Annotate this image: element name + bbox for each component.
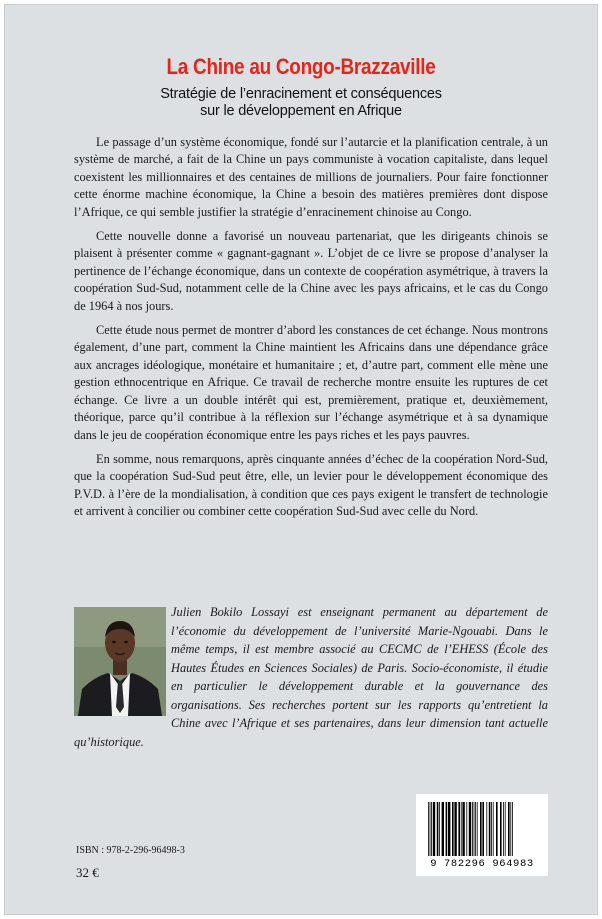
author-bio-text: Julien Bokilo Lossayi est enseignant permanent au département de l’économie du développement de l’université Marie-Ngouabi. Dans le même temps, il est membre associé au CECMC de l’EHESS (École des Hautes Études en Sciences Sociales) de Paris. Socio-économiste, il étudie en particulier le développement durable et la gouvernance des organisations. Ses recherches portent sur les rapports qu’entretient la Chine avec l’Afrique et ses partenaires, dans leur dimension tant actuelle qu’historique. — [74, 605, 548, 749]
book-title: La Chine au Congo-Brazzaville — [166, 54, 436, 79]
barcode-number: 9 782296 964983 — [430, 858, 534, 870]
author-bio — [74, 603, 548, 751]
price: 32 € — [76, 865, 99, 880]
isbn: ISBN : 978-2-296-96498-3 — [76, 845, 185, 856]
barcode-bar — [430, 802, 431, 856]
barcode-bar — [433, 802, 435, 856]
subtitle-line-2: sur le développement en Afrique — [200, 103, 402, 119]
barcode-bar — [475, 802, 476, 856]
barcode — [416, 794, 548, 876]
subtitle-line-1: Stratégie de l’enracinement et conséquences — [160, 86, 442, 102]
book-subtitle — [4, 86, 598, 120]
barcode-bar — [462, 802, 464, 856]
barcode-bar — [477, 802, 478, 856]
summary-paragraph-4: En somme, nous remarquons, après cinquante années d’échec de la coopération Nord-Sud, que la coopération Sud-Sud peut être, elle, un levier pour le développement économique des P.V.D. à l’ère de la mondialisation, à condition que ces pays exigent le transfert de technologie et arrivent à concilier ou combiner cette coopération Sud-Sud avec celle du Nord. — [74, 451, 548, 519]
barcode-bars — [426, 802, 538, 858]
barcode-bar — [437, 802, 439, 856]
barcode-bar — [500, 802, 502, 856]
summary-paragraph-3: Cette étude nous permet de montrer d’abord les constances de cet échange. Nous montrons également, d’une part, comment la Chine maintient les Africains dans une dépendance grâce aux ancrages idéologique, monétaire et humanitaire ; et, d’autre part, comment elle mène une gestion ethnocentrique en Afrique. Ce travail de recherche montre ensuite les ruptures de cet échange. Ce livre a un double intérêt qui est, premièrement, pratique et, deuxièmement, théorique, parce qu’il contribue à la réflexion sur l’échange asymétrique et à sa dynamique dans le jeu de coopération économique entre les pays riches et les pays pauvres. — [74, 323, 548, 442]
barcode-bar — [428, 802, 429, 856]
barcode-bar — [510, 802, 511, 856]
barcode-bar — [491, 802, 492, 856]
barcode-bar — [489, 802, 491, 856]
barcode-bar — [493, 802, 494, 856]
back-cover — [4, 4, 598, 915]
barcode-bar — [496, 802, 498, 856]
barcode-bar — [458, 802, 460, 856]
summary-text — [74, 134, 548, 528]
summary-paragraph-1: Le passage d’un système économique, fondé sur l’autarcie et la planification centrale, à un système de marché, a fait de la Chine un pays communiste à vocation capitaliste, dans lequel coexistent les millionnaires et des centaines de millions de journaliers. Pour faire fonctionner cette énorme machine économique, la Chine a besoin des matières premières dont dispose l’Afrique, ce qui semble justifier la stratégie d’enracinement chinoise au Congo. — [74, 135, 548, 219]
barcode-bar — [472, 802, 473, 856]
barcode-bar — [461, 802, 462, 856]
barcode-bar — [505, 802, 506, 856]
barcode-bar — [431, 802, 432, 856]
barcode-bar — [480, 802, 482, 856]
barcode-bar — [442, 802, 444, 856]
barcode-bar — [439, 802, 440, 856]
summary-paragraph-2: Cette nouvelle donne a favorisé un nouveau partenariat, que les dirigeants chinois se plaisent à présenter comme « gagnant-gagnant ». L’objet de ce livre se propose d’analyser la pertinence de l’échange économique, dans un contexte de coopération asymétrique, à travers la coopération Sud-Sud, notamment celle de la Chine avec les pays africains, et le cas du Congo de 1964 à nos jours. — [74, 229, 548, 313]
barcode-bar — [466, 802, 467, 856]
barcode-bar — [454, 802, 456, 856]
barcode-bar — [486, 802, 487, 856]
barcode-bar — [448, 802, 450, 856]
photo-spacer — [74, 603, 171, 715]
barcode-bar — [474, 802, 475, 856]
barcode-bar — [512, 802, 513, 856]
barcode-bar — [503, 802, 504, 856]
barcode-bar — [508, 802, 510, 856]
barcode-bar — [482, 802, 484, 856]
barcode-bar — [469, 802, 471, 856]
barcode-bar — [446, 802, 448, 856]
barcode-bar — [452, 802, 454, 856]
